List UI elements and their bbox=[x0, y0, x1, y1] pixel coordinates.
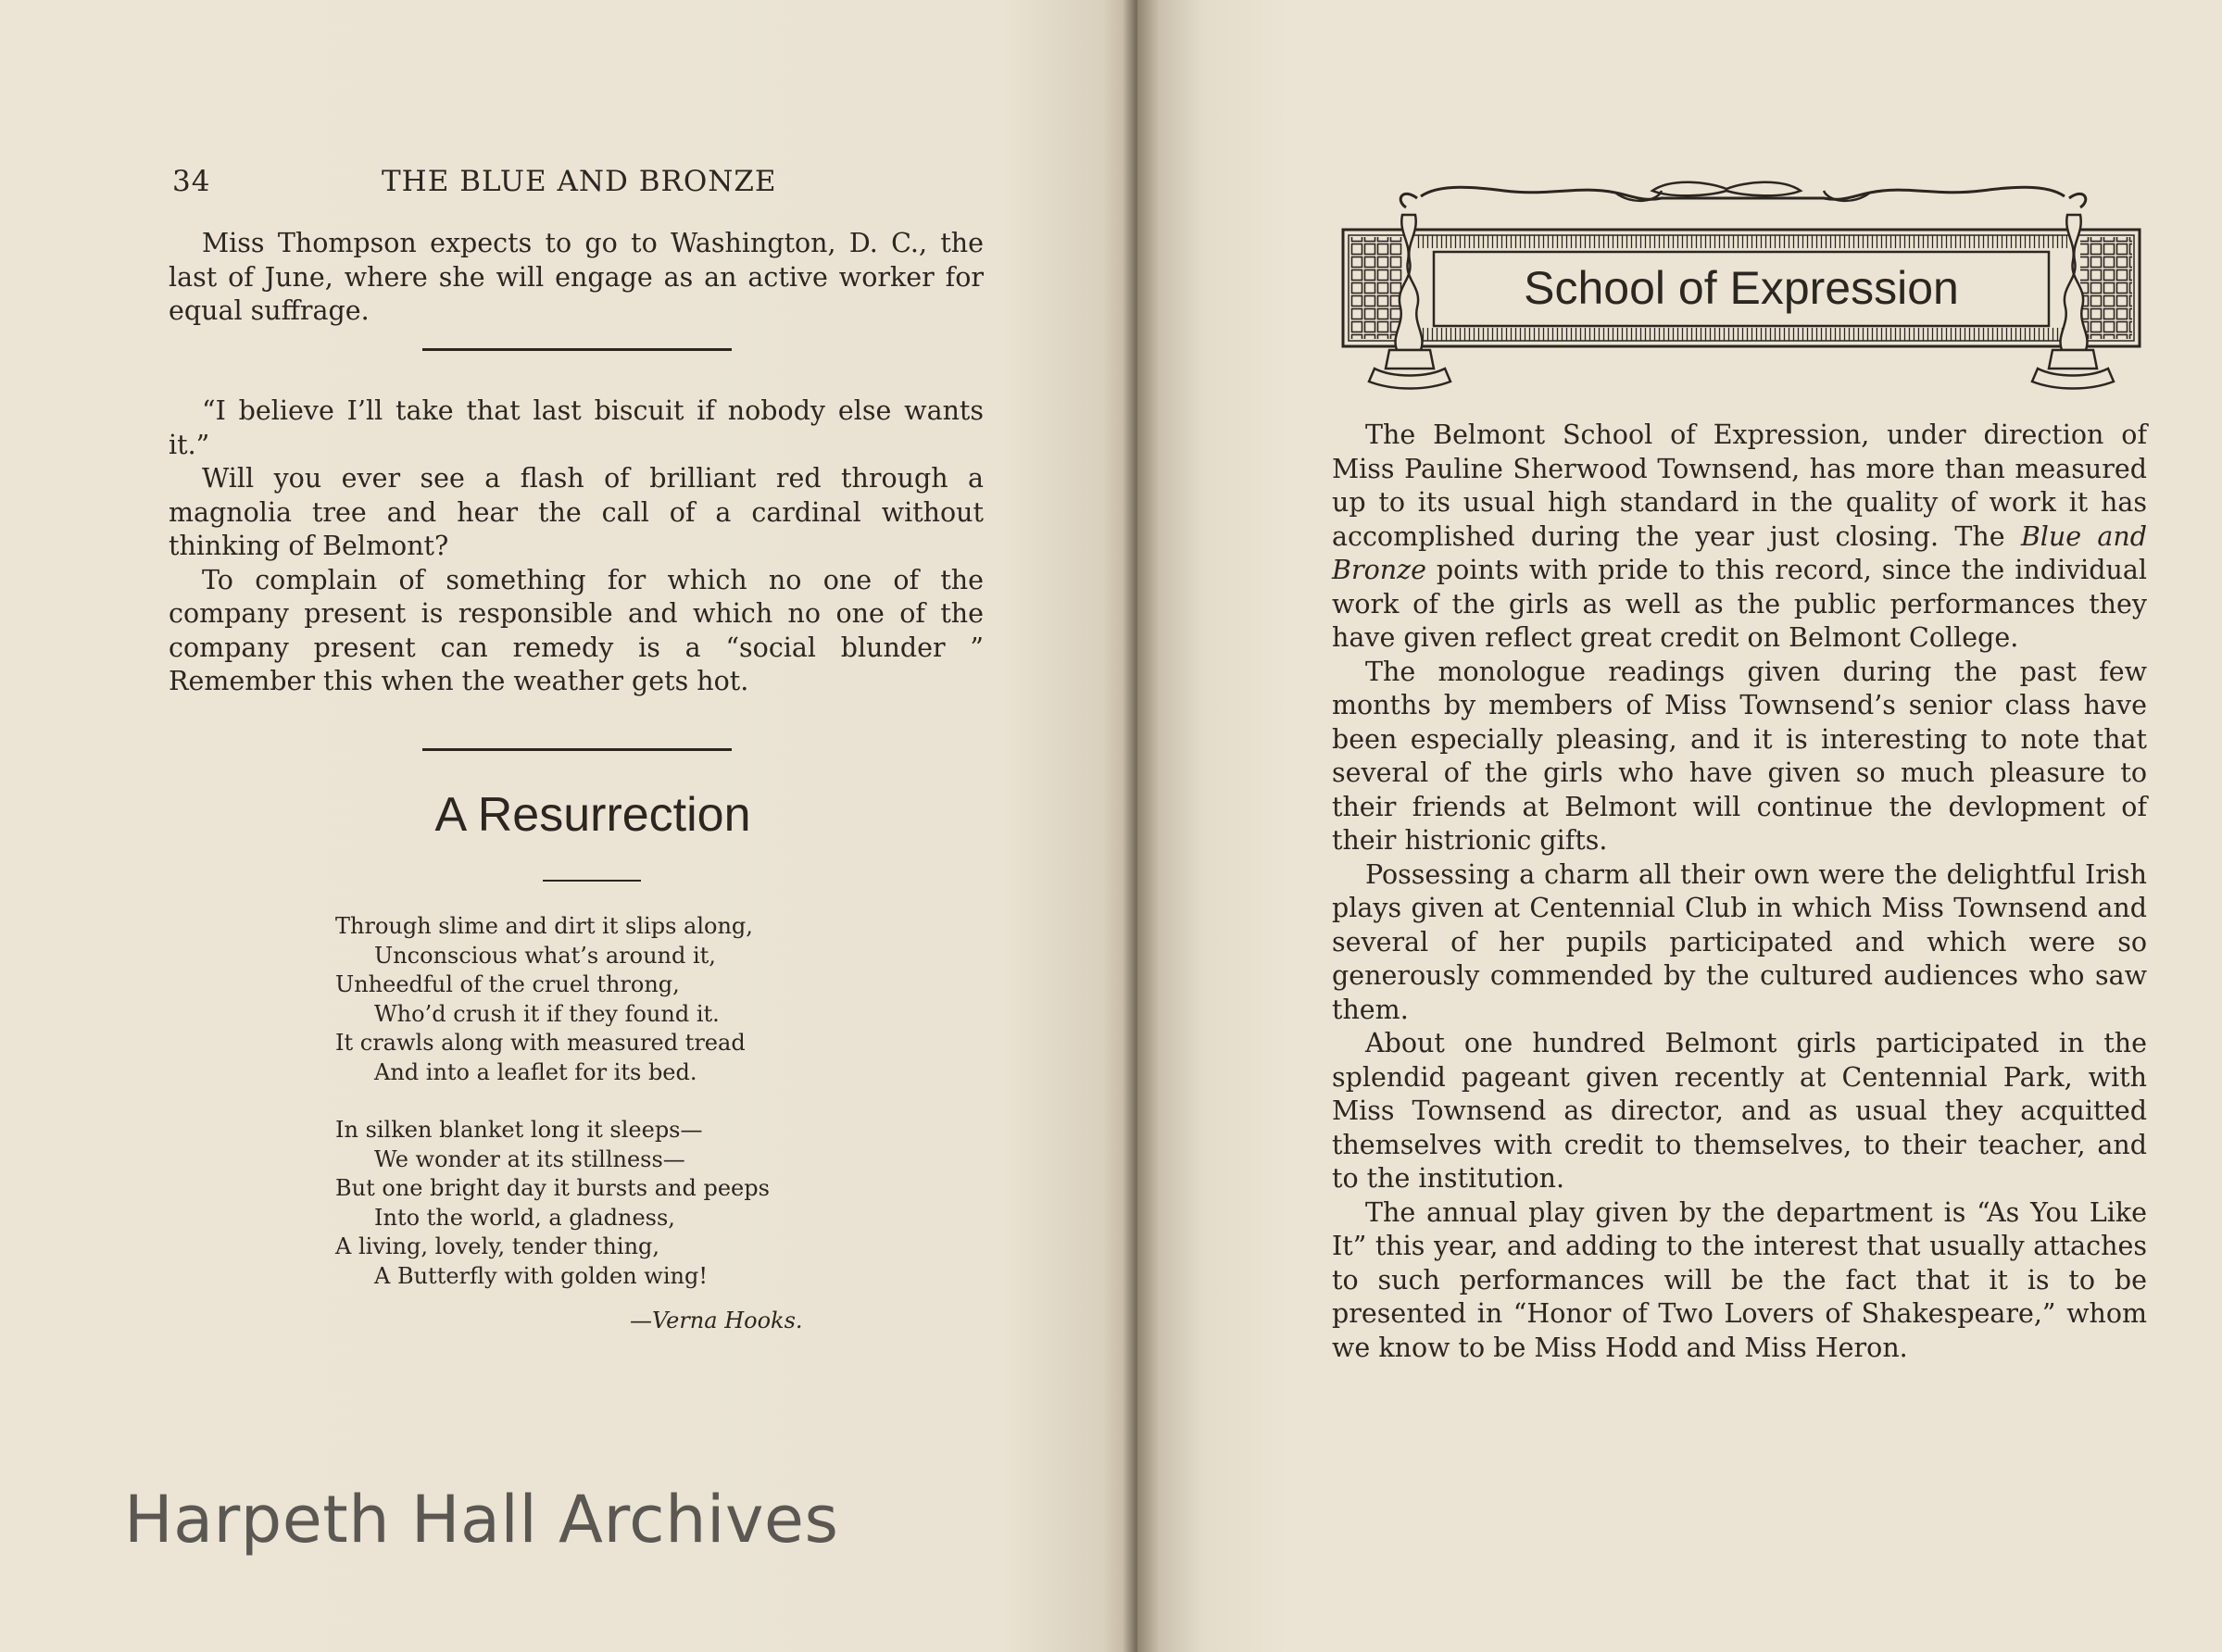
poem-line: A living, lovely, tender thing, bbox=[335, 1233, 660, 1259]
poem-author: —Verna Hooks. bbox=[630, 1308, 803, 1333]
poem-line: A Butterfly with golden wing! bbox=[374, 1262, 708, 1289]
school-of-expression-article bbox=[1332, 419, 2147, 1365]
article-paragraph: The monologue readings given during the past few months by members of Miss Townsend’s senior class have been especially pleasing, and it is interesting to note that several of the girls who have given so much pleasure to their friends at Belmont will continue the devlopment of their histrionic gifts. bbox=[1332, 656, 2147, 856]
intro-block bbox=[169, 227, 984, 329]
section-banner bbox=[1337, 178, 2145, 391]
poem-line: Through slime and dirt it slips along, bbox=[335, 913, 753, 939]
poem bbox=[335, 912, 770, 1291]
poem-line: But one bright day it bursts and peeps bbox=[335, 1175, 770, 1201]
poem-line: It crawls along with measured tread bbox=[335, 1030, 746, 1056]
section-divider bbox=[422, 748, 732, 751]
publication-name: Blue and Bronze bbox=[1332, 520, 2147, 585]
page-number: 34 bbox=[172, 165, 211, 198]
note-paragraph: To complain of something for which no one of the company present is responsible and which no one of the company present can remedy is a “social blunder ” Remember this when the weather gets hot. bbox=[169, 564, 984, 696]
note-paragraph: “I believe I’ll take that last biscuit if nobody else wants it.” bbox=[169, 395, 984, 460]
poem-line: In silken blanket long it sleeps— bbox=[335, 1117, 703, 1143]
section-title: School of Expression bbox=[1524, 262, 1959, 314]
article-paragraph: The annual play given by the department is “As You Like It” this year, and adding to the interest that usually attaches to such performances will be the fact that it is to be presented in “Honor of Two Lovers of Shakespeare,” whom we know to be Miss Hodd and Miss Heron. bbox=[1332, 1196, 2147, 1363]
poem-line: Who’d crush it if they found it. bbox=[374, 1000, 720, 1027]
poem-line: Unconscious what’s around it, bbox=[374, 942, 716, 969]
poem-line: Into the world, a gladness, bbox=[374, 1204, 675, 1231]
title-underline bbox=[543, 880, 641, 882]
article-paragraph: The Belmont School of Expression, under direction of Miss Pauline Sherwood Townsend, has more than measured up to its usual high standard in the quality of work it has accomplished during the year just closing. The Blue and Bronze points with pride to this record, since the individual work of the girls as well as the public performances they have given reflect great credit on Belmont College. bbox=[1332, 419, 2147, 653]
note-paragraph: Will you ever see a flash of brilliant red through a magnolia tree and hear the call of a cardinal without thinking of Belmont? bbox=[169, 463, 984, 561]
article-paragraph: Possessing a charm all their own were the delightful Irish plays given at Centennial Club in which Miss Townsend and several of her pupils participated and which were so generously commended by the cultured audiences who saw them. bbox=[1332, 858, 2147, 1025]
poem-line: We wonder at its stillness— bbox=[374, 1145, 685, 1172]
article-paragraph: About one hundred Belmont girls participated in the splendid pageant given recently at Centennial Park, with Miss Townsend as director, and as usual they acquitted themselves with credit to themselves, to their teacher, and to the institution. bbox=[1332, 1028, 2147, 1194]
notes-block bbox=[169, 394, 984, 699]
poem-line: Unheedful of the cruel throng, bbox=[335, 971, 680, 997]
poem-title: A Resurrection bbox=[434, 788, 751, 842]
running-title: THE BLUE AND BRONZE bbox=[382, 165, 777, 198]
intro-paragraph: Miss Thompson expects to go to Washington, D. C., the last of June, where she will engage as an active worker for equal suffrage. bbox=[169, 228, 984, 326]
section-divider bbox=[422, 348, 732, 351]
poem-line: And into a leaflet for its bed. bbox=[374, 1058, 697, 1085]
archive-watermark: Harpeth Hall Archives bbox=[124, 1482, 839, 1558]
